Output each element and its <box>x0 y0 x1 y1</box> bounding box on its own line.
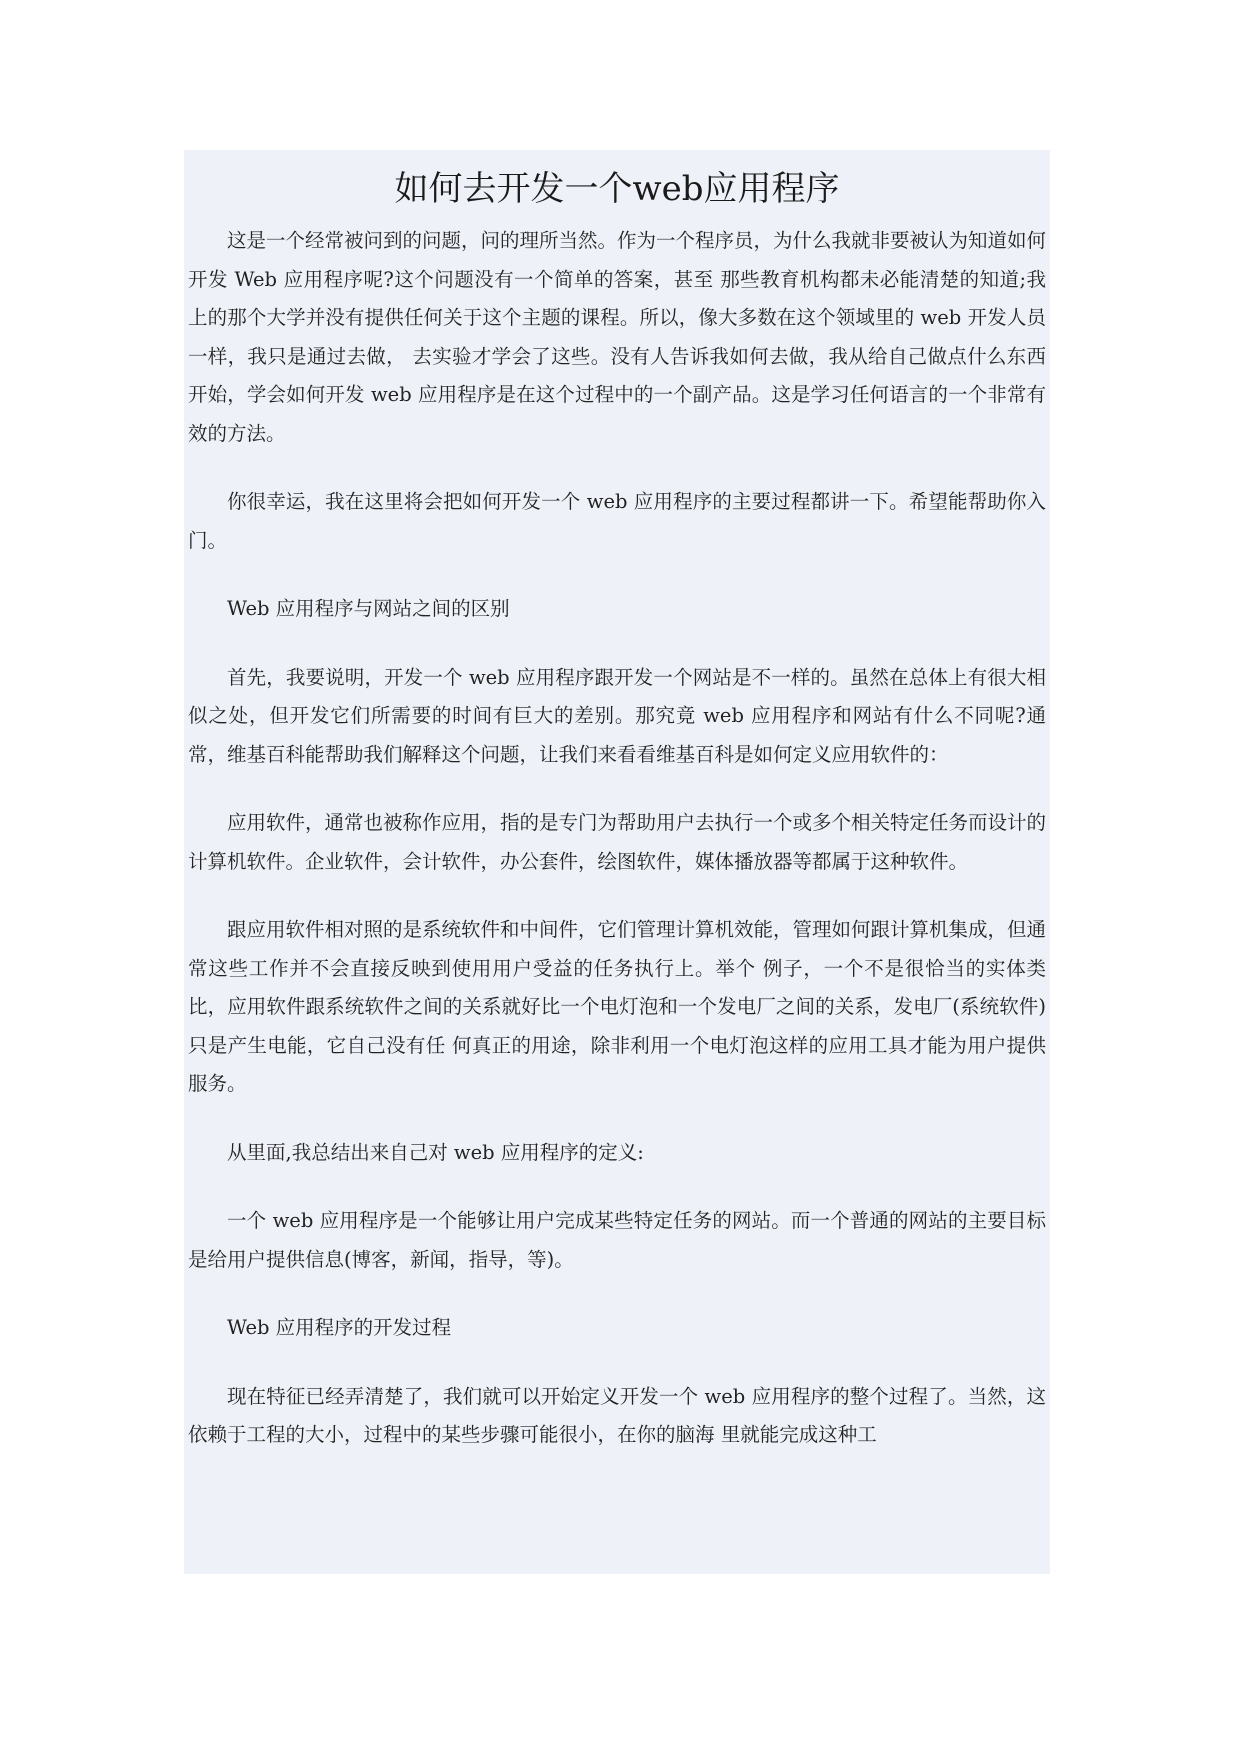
spacer <box>184 881 1050 911</box>
paragraph-intro: 这是一个经常被问到的问题，问的理所当然。作为一个程序员，为什么我就非要被认为知道如何开发 Web 应用程序呢?这个问题没有一个简单的答案，甚至 那些教育机构都未必能清楚的知道;我上的那个大学并没有提供任何关于这个主题的课程。所以，像大多数在这个领域里的 web 开发人员一样，我只是通过去做， 去实验才学会了这些。没有人告诉我如何去做，我从给自己做点什么东西开始，学会如何开发 web 应用程序是在这个过程中的一个副产品。这是学习任何语言的一个非常有效的方法。 <box>188 229 1047 445</box>
paragraph-process: 现在特征已经弄清楚了，我们就可以开始定义开发一个 web 应用程序的整个过程了。当然，这依赖于工程的大小，过程中的某些步骤可能很小，在你的脑海 里就能完成这种工 <box>188 1384 1046 1446</box>
document-title: 如何去开发一个web应用程序 <box>394 169 840 209</box>
spacer <box>184 1348 1050 1378</box>
spacer <box>184 1104 1050 1134</box>
paragraph-lucky: 你很幸运，我在这里将会把如何开发一个 web 应用程序的主要过程都讲一下。希望能帮助你入门。 <box>188 490 1046 552</box>
spacer <box>184 1279 1050 1309</box>
paragraph-first: 首先，我要说明，开发一个 web 应用程序跟开发一个网站是不一样的。虽然在总体上有很大相似之处，但开发它们所需要的时间有巨大的差别。那究竟 web 应用程序和网站有什么不同呢?通常，维基百科能帮助我们解释这个问题，让我们来看看维基百科是如何定义应用软件的： <box>188 665 1046 766</box>
section-heading-process: Web 应用程序的开发过程 <box>227 1316 452 1339</box>
paragraph-web-app-definition: 一个 web 应用程序是一个能够让用户完成某些特定任务的网站。而一个普通的网站的主要目标是给用户提供信息(博客，新闻，指导，等)。 <box>188 1209 1046 1271</box>
spacer <box>184 560 1050 590</box>
document-body <box>184 150 1050 1574</box>
spacer <box>184 774 1050 804</box>
paragraph-summary: 从里面,我总结出来自己对 web 应用程序的定义: <box>227 1140 644 1164</box>
spacer <box>184 1172 1050 1202</box>
spacer <box>184 629 1050 659</box>
paragraph-system-software: 跟应用软件相对照的是系统软件和中间件，它们管理计算机效能，管理如何跟计算机集成，但通常这些工作并不会直接反映到使用用户受益的任务执行上。举个 例子，一个不是很恰当的实体类比，应用软件跟系统软件之间的关系就好比一个电灯泡和一个发电厂之间的关系，发电厂(系统软件)只是产生电能，它自己没有任 何真正的用途，除非利用一个电灯泡这样的应用工具才能为用户提供服务。 <box>188 918 1047 1095</box>
spacer <box>184 453 1050 483</box>
paragraph-definition: 应用软件，通常也被称作应用，指的是专门为帮助用户去执行一个或多个相关特定任务而设计的计算机软件。企业软件，会计软件，办公套件，绘图软件，媒体播放器等都属于这种软件。 <box>188 811 1047 873</box>
section-heading-difference: Web 应用程序与网站之间的区别 <box>227 597 510 620</box>
